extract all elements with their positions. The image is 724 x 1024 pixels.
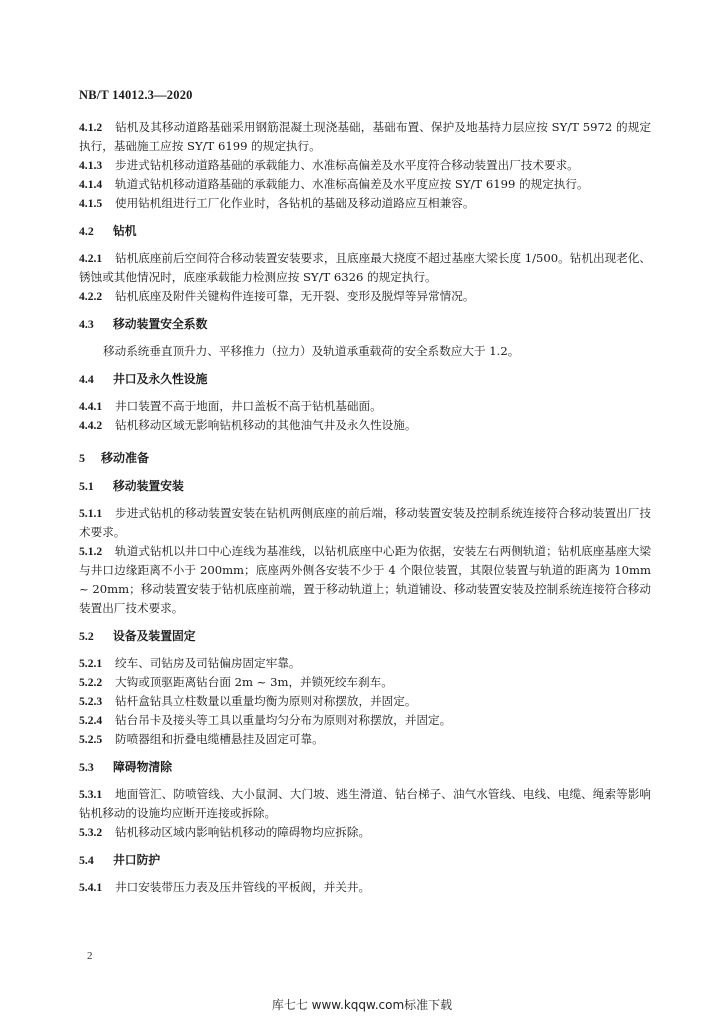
- standard-number: NB/T 14012.3—2020: [79, 88, 193, 102]
- heading-5-4: [79, 851, 651, 870]
- heading-text: 井口及永久性设施: [113, 372, 208, 386]
- site-watermark: 库七七 www.kqqw.com标准下载: [271, 998, 453, 1012]
- clause-text: 钻机底座及附件关键构件连接可靠，无开裂、变形及脱焊等异常情况。: [115, 289, 475, 303]
- clause-4-1-2: [79, 118, 651, 156]
- heading-text: 设备及装置固定: [113, 629, 196, 643]
- heading-4-2: [79, 222, 651, 241]
- clause-5-3-2: [79, 823, 651, 842]
- clause-number: 5.2.5: [79, 733, 103, 746]
- clause-number: 5.3.1: [79, 788, 103, 801]
- heading-text: 移动装置安装: [113, 479, 184, 493]
- heading-text: 障碍物清除: [113, 760, 172, 774]
- heading-5: [79, 449, 651, 468]
- clause-number: 5.3.2: [79, 826, 103, 839]
- clause-text: 钻机移动区域内影响钻机移动的障碍物均应拆除。: [115, 825, 371, 839]
- clause-number: 4.1.2: [79, 121, 103, 134]
- clause-text: 轨道式钻机移动道路基础的承载能力、水准标高偏差及水平度应按 SY/T 6199 的规定执行。: [115, 177, 589, 191]
- clause-text: 步进式钻机移动道路基础的承载能力、水准标高偏差及水平度符合移动装置出厂技术要求。: [115, 158, 579, 172]
- clause-text: 使用钻机组进行工厂化作业时，各钻机的基础及移动道路应互相兼容。: [115, 196, 475, 210]
- clause-number: 5.2.3: [79, 695, 103, 708]
- clause-text: 绞车、司钻房及司钻偏房固定牢靠。: [115, 656, 301, 670]
- heading-text: 移动准备: [101, 451, 150, 465]
- clause-number: 4.4.2: [79, 419, 103, 432]
- clause-4-2-2: [79, 287, 651, 306]
- clause-5-1-2: [79, 542, 651, 618]
- heading-5-3: [79, 758, 651, 777]
- clause-5-4-1: [79, 878, 651, 897]
- heading-number: 4.3: [79, 317, 94, 331]
- page-number: 2: [87, 950, 93, 962]
- heading-number: 5: [79, 451, 85, 465]
- clause-4-4-2: [79, 416, 651, 435]
- heading-5-1: [79, 477, 651, 496]
- clause-text: 钻台吊卡及接头等工具以重量均匀分布为原则对称摆放，并固定。: [115, 713, 452, 727]
- clause-number: 5.1.1: [79, 507, 103, 520]
- clause-5-2-2: [79, 673, 651, 692]
- heading-text: 井口防护: [113, 853, 161, 867]
- heading-number: 5.1: [79, 479, 94, 493]
- heading-number: 5.4: [79, 853, 94, 867]
- clause-number: 4.1.3: [79, 159, 103, 172]
- document-body: [79, 118, 651, 897]
- clause-number: 5.2.2: [79, 676, 103, 689]
- clause-text: 钻机底座前后空间符合移动装置安装要求，且底座最大挠度不超过基座大梁长度 1/500。钻机出现老化、锈蚀或其他情况时，底座承载能力检测应按 SY/T 6326 的规定执行。: [79, 251, 651, 284]
- clause-text: 钻机及其移动道路基础采用钢筋混凝土现浇基础，基础布置、保护及地基持力层应按 SY/T 5972 的规定执行，基础施工应按 SY/T 6199 的规定执行。: [79, 120, 651, 153]
- clause-number: 5.4.1: [79, 881, 103, 894]
- clause-number: 5.2.4: [79, 714, 103, 727]
- heading-4-4: [79, 370, 651, 389]
- clause-5-3-1: [79, 785, 651, 823]
- clause-number: 5.1.2: [79, 545, 103, 558]
- clause-4-4-1: [79, 397, 651, 416]
- clause-number: 4.2.1: [79, 252, 103, 265]
- clause-4-2-1: [79, 249, 651, 287]
- clause-text: 步进式钻机的移动装置安装在钻机两侧底座的前后端，移动装置安装及控制系统连接符合移动装置出厂技术要求。: [79, 506, 651, 539]
- clause-text: 轨道式钻机以井口中心连线为基准线，以钻机底座中心距为依据，安装左右两侧轨道；钻机底座基座大梁与井口边缘距离不小于 200mm；底座两外侧各安装不少于 4 个限位装置，其限位装置与轨道的距离为 10mm ~ 20mm；移动装置安装于钻机底座前端，置于移动轨道上；轨道铺设、移动装置安装及控制系统连接符合移动装置出厂技术要求。: [79, 544, 651, 615]
- clause-text: 钻机移动区域无影响钻机移动的其他油气井及永久性设施。: [115, 418, 417, 432]
- clause-text: 井口安装带压力表及压井管线的平板阀，并关井。: [115, 880, 371, 894]
- heading-text: 移动装置安全系数: [113, 317, 208, 331]
- clause-text: 井口装置不高于地面，井口盖板不高于钻机基础面。: [115, 399, 382, 413]
- clause-text: 防喷器组和折叠电缆槽悬挂及固定可靠。: [115, 732, 324, 746]
- clause-4-1-4: [79, 175, 651, 194]
- clause-number: 5.2.1: [79, 657, 103, 670]
- clause-4-1-5: [79, 194, 651, 213]
- heading-number: 5.2: [79, 629, 94, 643]
- clause-text: 钻杆盒钻具立柱数量以重量均衡为原则对称摆放，并固定。: [115, 694, 417, 708]
- clause-5-1-1: [79, 504, 651, 542]
- clause-text: 地面管汇、防喷管线、大小鼠洞、大门坡、逃生滑道、钻台梯子、油气水管线、电线、电缆、绳索等影响钻机移动的设施均应断开连接或拆除。: [79, 787, 651, 820]
- clause-4-1-3: [79, 156, 651, 175]
- clause-number: 4.1.5: [79, 197, 103, 210]
- clause-5-2-4: [79, 711, 651, 730]
- heading-number: 5.3: [79, 760, 94, 774]
- heading-number: 4.2: [79, 224, 94, 238]
- heading-4-3: [79, 315, 651, 334]
- clause-5-2-1: [79, 654, 651, 673]
- clause-number: 4.4.1: [79, 400, 103, 413]
- heading-5-2: [79, 627, 651, 646]
- clause-number: 4.2.2: [79, 290, 103, 303]
- heading-text: 钻机: [113, 224, 137, 238]
- clause-number: 4.1.4: [79, 178, 103, 191]
- clause-text: 大钩或顶驱距离钻台面 2m ~ 3m，并锁死绞车刹车。: [115, 675, 393, 689]
- clause-5-2-5: [79, 730, 651, 749]
- clause-5-2-3: [79, 692, 651, 711]
- heading-number: 4.4: [79, 372, 94, 386]
- paragraph: 移动系统垂直顶升力、平移推力（拉力）及轨道承重载荷的安全系数应大于 1.2。: [103, 344, 520, 358]
